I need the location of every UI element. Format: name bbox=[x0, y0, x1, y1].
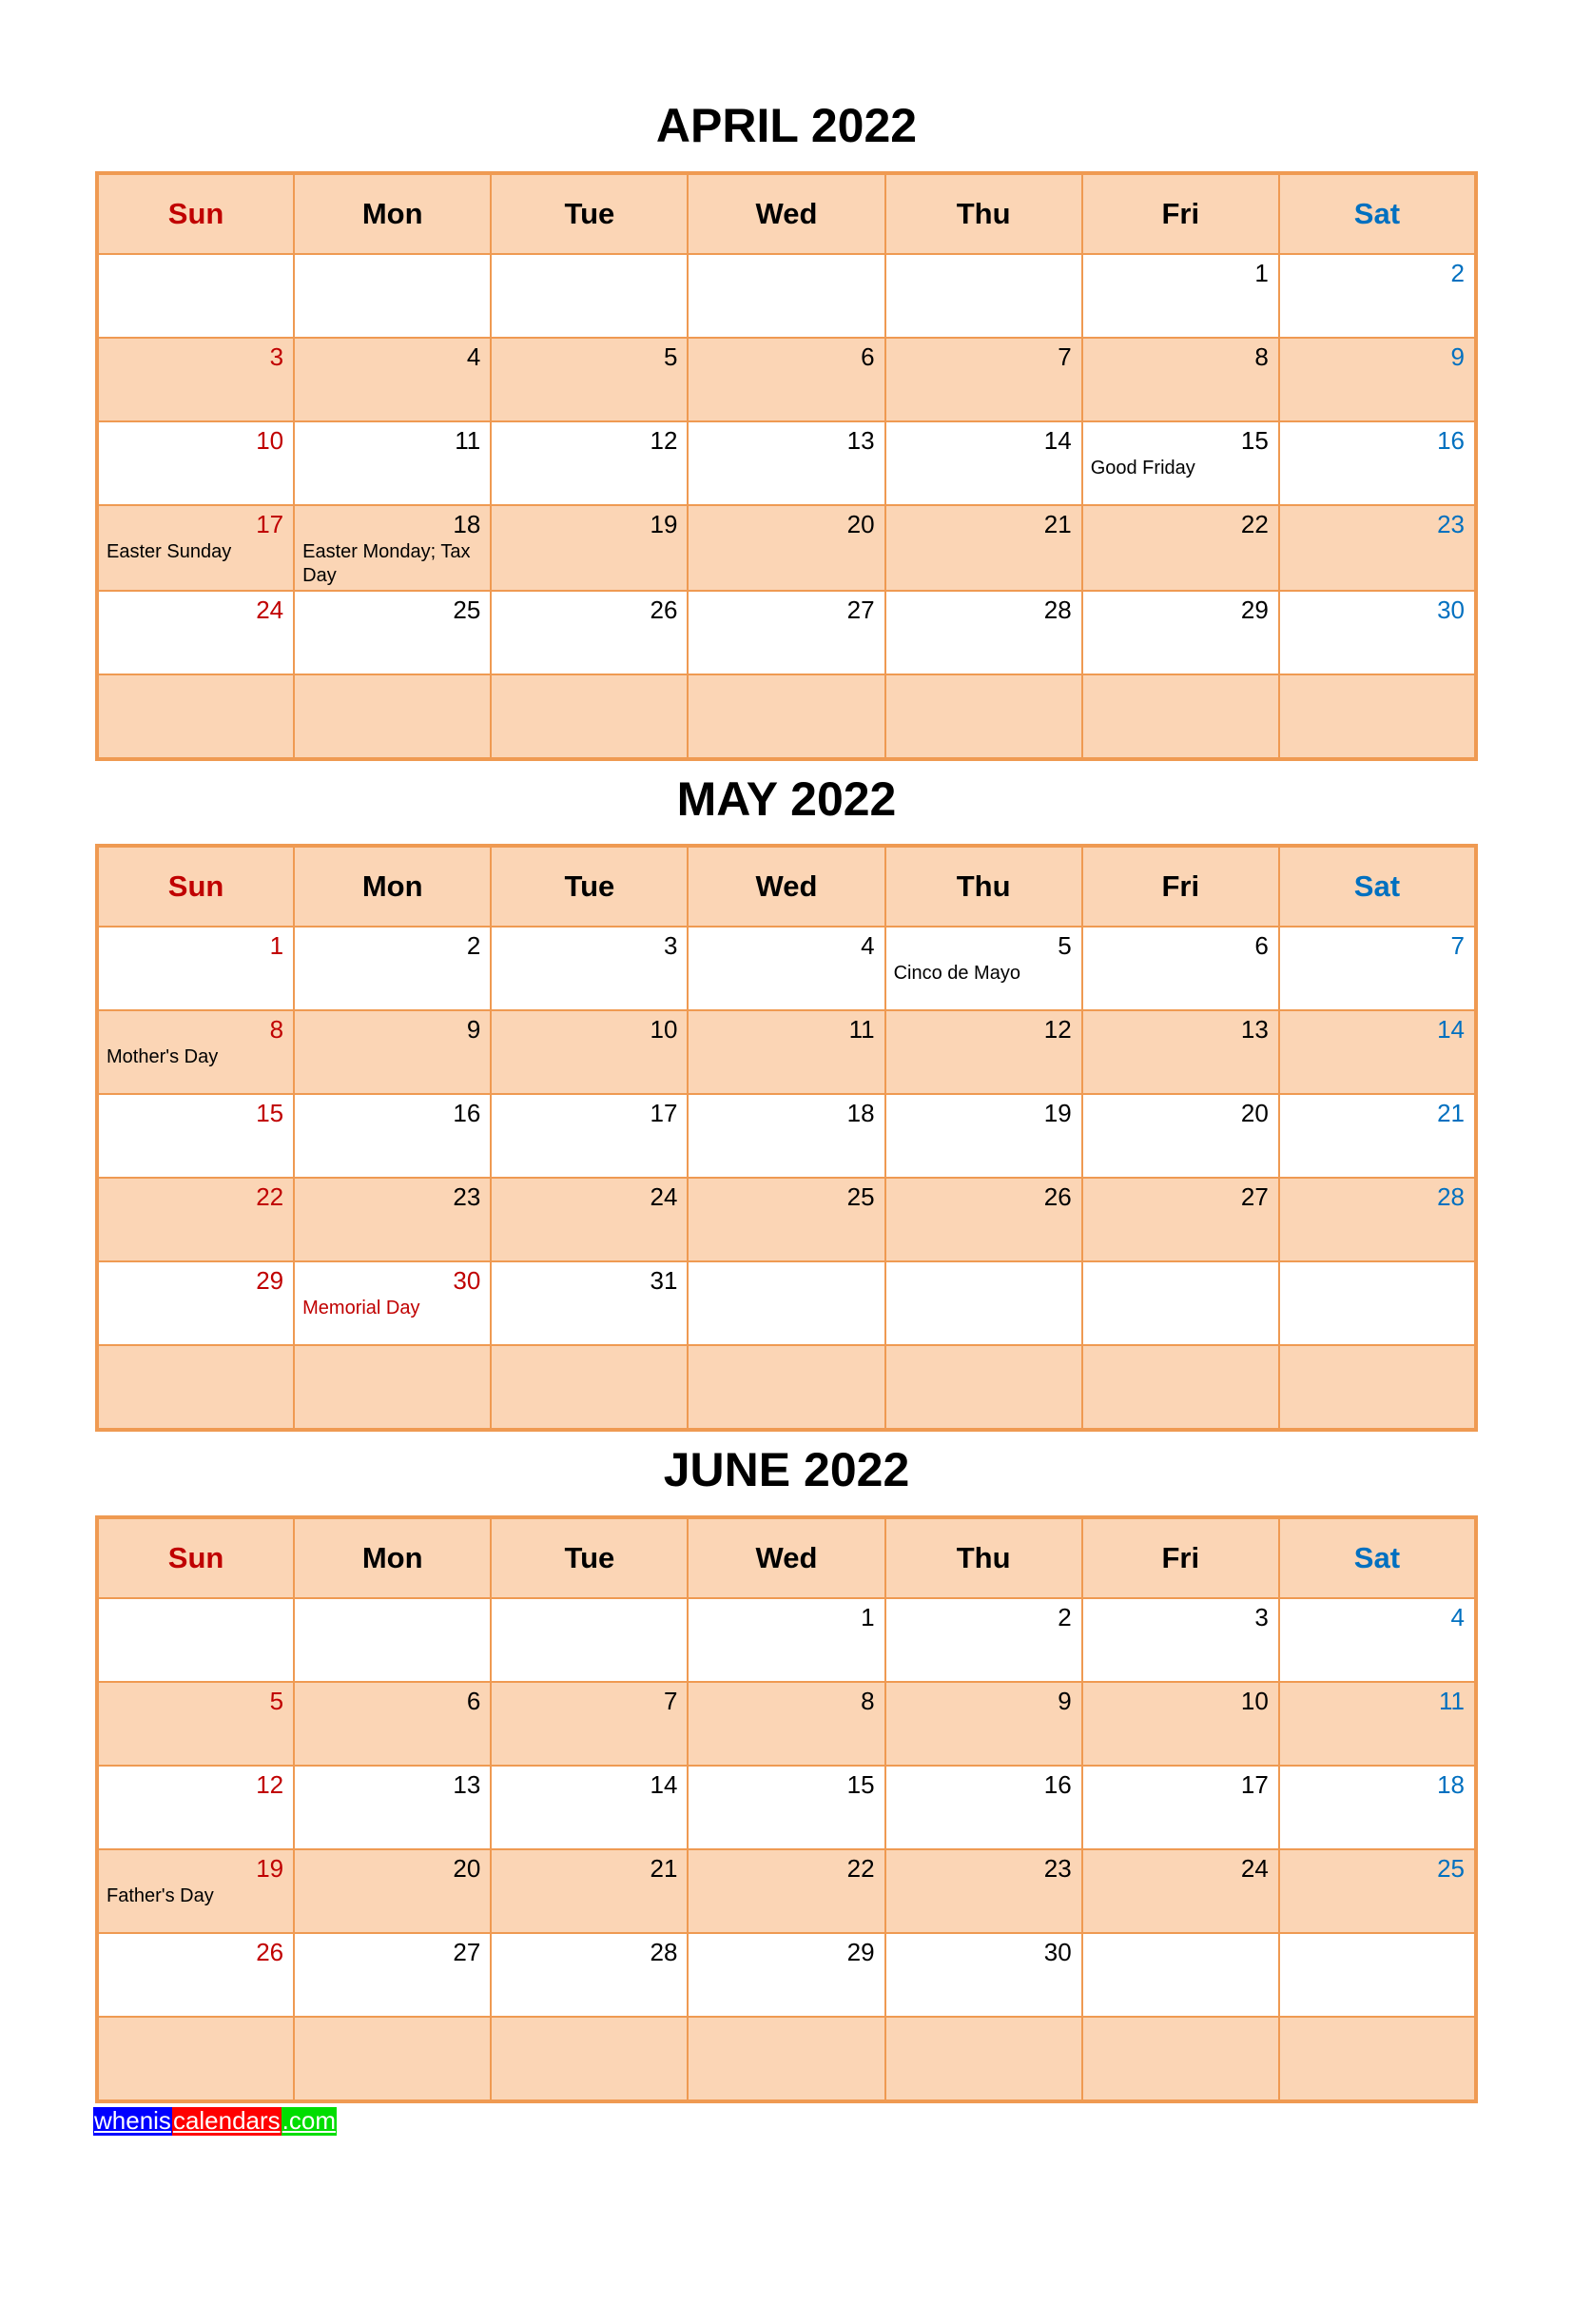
day-cell-may-8 bbox=[97, 1010, 294, 1094]
day-cell-april-24 bbox=[97, 591, 294, 674]
day-number: 30 bbox=[453, 1266, 481, 1295]
day-number: 4 bbox=[466, 342, 481, 371]
day-number: 3 bbox=[269, 342, 284, 371]
day-number: 9 bbox=[1058, 1686, 1072, 1715]
day-number: 16 bbox=[453, 1099, 481, 1127]
weekday-header-wed: Wed bbox=[688, 846, 884, 927]
day-cell-june-3 bbox=[1082, 1598, 1279, 1682]
weekday-header-row bbox=[97, 1517, 1476, 1598]
holiday-label: Cinco de Mayo bbox=[893, 963, 1020, 984]
day-cell-june-25 bbox=[1279, 1849, 1476, 1933]
weekday-header-tue: Tue bbox=[491, 846, 688, 927]
day-cell-may-14 bbox=[1279, 1010, 1476, 1094]
day-number: 2 bbox=[1058, 1602, 1072, 1631]
weekday-header-row bbox=[97, 173, 1476, 254]
day-cell-may-6 bbox=[1082, 927, 1279, 1010]
day-cell-may-3 bbox=[491, 927, 688, 1010]
month-title-june: JUNE 2022 bbox=[663, 1443, 910, 1496]
day-number: 21 bbox=[650, 1853, 678, 1883]
day-number: 9 bbox=[466, 1015, 481, 1044]
day-number: 18 bbox=[846, 1099, 875, 1127]
weekday-header-wed: Wed bbox=[688, 173, 884, 254]
weekday-header-thu: Thu bbox=[885, 173, 1082, 254]
week-row bbox=[97, 1598, 1476, 1682]
day-cell-april-1 bbox=[1082, 254, 1279, 338]
day-cell-may-31 bbox=[491, 1261, 688, 1345]
day-cell-may-27 bbox=[1082, 1178, 1279, 1261]
day-number: 5 bbox=[1058, 931, 1072, 960]
day-cell-june-8 bbox=[688, 1682, 884, 1766]
empty-cell bbox=[294, 2017, 491, 2101]
day-cell-may-19 bbox=[885, 1094, 1082, 1178]
empty-cell bbox=[491, 1345, 688, 1430]
week-row bbox=[97, 421, 1476, 505]
weekday-header-sat: Sat bbox=[1279, 846, 1476, 927]
empty-cell bbox=[491, 674, 688, 759]
empty-cell bbox=[1279, 1345, 1476, 1430]
month-title-may: MAY 2022 bbox=[676, 771, 897, 826]
day-cell-june-15 bbox=[688, 1766, 884, 1849]
holiday-label: Good Friday bbox=[1090, 457, 1195, 478]
empty-cell bbox=[885, 2017, 1082, 2101]
day-cell-may-13 bbox=[1082, 1010, 1279, 1094]
day-number: 12 bbox=[256, 1769, 284, 1799]
day-cell-april-17 bbox=[97, 505, 294, 591]
day-number: 22 bbox=[256, 1182, 284, 1211]
day-number: 14 bbox=[1437, 1015, 1465, 1044]
week-row bbox=[97, 591, 1476, 674]
empty-cell bbox=[688, 1345, 884, 1430]
day-cell-may-15 bbox=[97, 1094, 294, 1178]
day-number: 22 bbox=[846, 1853, 875, 1883]
day-cell-june-27 bbox=[294, 1933, 491, 2017]
day-cell-june-21 bbox=[491, 1849, 688, 1933]
day-number: 20 bbox=[846, 509, 875, 538]
day-number: 6 bbox=[466, 1686, 481, 1715]
day-number: 26 bbox=[1043, 1182, 1072, 1211]
day-number: 16 bbox=[1437, 425, 1465, 455]
day-number: 19 bbox=[1043, 1099, 1072, 1127]
day-cell-may-28 bbox=[1279, 1178, 1476, 1261]
weekday-header-sat: Sat bbox=[1279, 1517, 1476, 1598]
day-number: 1 bbox=[269, 931, 284, 960]
day-number: 29 bbox=[256, 1266, 284, 1295]
week-row bbox=[97, 2017, 1476, 2101]
day-number: 2 bbox=[466, 931, 481, 960]
day-cell-june-2 bbox=[885, 1598, 1082, 1682]
empty-cell bbox=[97, 254, 294, 338]
day-number: 24 bbox=[1240, 1853, 1269, 1883]
empty-cell bbox=[688, 2017, 884, 2101]
week-row bbox=[97, 1849, 1476, 1933]
day-cell-may-1 bbox=[97, 927, 294, 1010]
day-number: 17 bbox=[256, 509, 284, 538]
day-number: 1 bbox=[1254, 258, 1269, 287]
day-cell-june-5 bbox=[97, 1682, 294, 1766]
holiday-label: Father's Day bbox=[107, 1885, 214, 1906]
day-number: 10 bbox=[650, 1015, 678, 1044]
day-number: 29 bbox=[1240, 595, 1269, 624]
day-number: 15 bbox=[256, 1099, 284, 1127]
empty-cell bbox=[294, 1598, 491, 1682]
day-number: 3 bbox=[1254, 1602, 1269, 1631]
day-cell-june-22 bbox=[688, 1849, 884, 1933]
day-number: 10 bbox=[1240, 1686, 1269, 1715]
weekday-header-tue: Tue bbox=[491, 173, 688, 254]
empty-cell bbox=[688, 1261, 884, 1345]
calendar-month-june bbox=[95, 1443, 1478, 2103]
day-cell-may-21 bbox=[1279, 1094, 1476, 1178]
week-row bbox=[97, 674, 1476, 759]
month-title-april: APRIL 2022 bbox=[655, 99, 918, 152]
day-cell-april-29 bbox=[1082, 591, 1279, 674]
day-number: 29 bbox=[846, 1937, 875, 1966]
week-row bbox=[97, 1261, 1476, 1345]
day-number: 23 bbox=[1043, 1853, 1072, 1883]
day-number: 27 bbox=[453, 1937, 481, 1966]
holiday-label: Easter Monday; Tax Day bbox=[302, 540, 471, 586]
day-number: 23 bbox=[1437, 509, 1465, 538]
day-cell-april-30 bbox=[1279, 591, 1476, 674]
day-number: 11 bbox=[1439, 1686, 1465, 1715]
day-cell-may-17 bbox=[491, 1094, 688, 1178]
day-cell-april-26 bbox=[491, 591, 688, 674]
day-number: 27 bbox=[846, 595, 875, 624]
day-cell-june-6 bbox=[294, 1682, 491, 1766]
week-row bbox=[97, 1010, 1476, 1094]
day-number: 7 bbox=[1450, 931, 1465, 960]
day-cell-june-13 bbox=[294, 1766, 491, 1849]
day-cell-april-28 bbox=[885, 591, 1082, 674]
day-number: 25 bbox=[453, 595, 481, 624]
empty-cell bbox=[688, 254, 884, 338]
weekday-header-mon: Mon bbox=[294, 846, 491, 927]
day-number: 7 bbox=[663, 1686, 678, 1715]
watermark-link[interactable] bbox=[93, 2107, 1573, 2136]
week-row bbox=[97, 927, 1476, 1010]
day-number: 8 bbox=[861, 1686, 875, 1715]
day-number: 11 bbox=[455, 425, 481, 455]
day-cell-april-12 bbox=[491, 421, 688, 505]
weekday-header-row bbox=[97, 846, 1476, 927]
day-number: 5 bbox=[269, 1686, 284, 1715]
day-cell-june-17 bbox=[1082, 1766, 1279, 1849]
day-number: 18 bbox=[1437, 1769, 1465, 1799]
calendar-table-june bbox=[95, 1515, 1478, 2103]
day-cell-april-22 bbox=[1082, 505, 1279, 591]
day-cell-april-4 bbox=[294, 338, 491, 421]
day-number: 13 bbox=[846, 425, 875, 455]
week-row bbox=[97, 1094, 1476, 1178]
day-number: 30 bbox=[1437, 595, 1465, 624]
day-cell-may-24 bbox=[491, 1178, 688, 1261]
day-number: 15 bbox=[846, 1769, 875, 1799]
day-cell-april-7 bbox=[885, 338, 1082, 421]
empty-cell bbox=[97, 2017, 294, 2101]
weekday-header-sun: Sun bbox=[97, 846, 294, 927]
watermark-segment[interactable]: calendars bbox=[172, 2105, 281, 2135]
empty-cell bbox=[491, 254, 688, 338]
empty-cell bbox=[1279, 2017, 1476, 2101]
day-number: 11 bbox=[848, 1015, 875, 1044]
day-cell-may-9 bbox=[294, 1010, 491, 1094]
day-number: 19 bbox=[650, 509, 678, 538]
day-cell-april-16 bbox=[1279, 421, 1476, 505]
calendar-month-april bbox=[95, 99, 1478, 761]
weekday-header-mon: Mon bbox=[294, 1517, 491, 1598]
day-number: 20 bbox=[1240, 1099, 1269, 1127]
day-cell-april-19 bbox=[491, 505, 688, 591]
empty-cell bbox=[1279, 1933, 1476, 2017]
day-cell-may-2 bbox=[294, 927, 491, 1010]
day-cell-june-12 bbox=[97, 1766, 294, 1849]
empty-cell bbox=[294, 674, 491, 759]
day-number: 15 bbox=[1240, 425, 1269, 455]
empty-cell bbox=[688, 674, 884, 759]
day-number: 28 bbox=[650, 1937, 678, 1966]
day-cell-may-30 bbox=[294, 1261, 491, 1345]
watermark-segment[interactable]: .com bbox=[282, 2105, 337, 2135]
empty-cell bbox=[1279, 674, 1476, 759]
holiday-label: Easter Sunday bbox=[107, 540, 232, 562]
week-row bbox=[97, 1345, 1476, 1430]
day-cell-may-11 bbox=[688, 1010, 884, 1094]
day-cell-may-4 bbox=[688, 927, 884, 1010]
empty-cell bbox=[491, 2017, 688, 2101]
day-number: 12 bbox=[1043, 1015, 1072, 1044]
day-number: 21 bbox=[1043, 509, 1072, 538]
day-number: 31 bbox=[650, 1266, 678, 1295]
day-number: 16 bbox=[1043, 1769, 1072, 1799]
day-cell-may-12 bbox=[885, 1010, 1082, 1094]
empty-cell bbox=[294, 1345, 491, 1430]
day-cell-april-11 bbox=[294, 421, 491, 505]
day-cell-may-29 bbox=[97, 1261, 294, 1345]
weekday-header-fri: Fri bbox=[1082, 1517, 1279, 1598]
day-cell-june-19 bbox=[97, 1849, 294, 1933]
day-number: 25 bbox=[1437, 1853, 1465, 1883]
day-number: 20 bbox=[453, 1853, 481, 1883]
day-number: 17 bbox=[1240, 1769, 1269, 1799]
day-cell-april-18 bbox=[294, 505, 491, 591]
day-number: 17 bbox=[650, 1099, 678, 1127]
empty-cell bbox=[1082, 1933, 1279, 2017]
empty-cell bbox=[885, 254, 1082, 338]
weekday-header-tue: Tue bbox=[491, 1517, 688, 1598]
day-cell-june-28 bbox=[491, 1933, 688, 2017]
day-cell-june-18 bbox=[1279, 1766, 1476, 1849]
day-number: 4 bbox=[1450, 1602, 1465, 1631]
day-cell-june-30 bbox=[885, 1933, 1082, 2017]
day-number: 2 bbox=[1450, 258, 1465, 287]
weekday-header-sat: Sat bbox=[1279, 173, 1476, 254]
day-cell-april-23 bbox=[1279, 505, 1476, 591]
day-number: 30 bbox=[1043, 1937, 1072, 1966]
empty-cell bbox=[1082, 2017, 1279, 2101]
day-cell-may-23 bbox=[294, 1178, 491, 1261]
watermark-segment[interactable]: whenis bbox=[94, 2105, 171, 2135]
day-cell-june-29 bbox=[688, 1933, 884, 2017]
day-cell-april-3 bbox=[97, 338, 294, 421]
holiday-label: Mother's Day bbox=[107, 1046, 219, 1067]
day-cell-may-18 bbox=[688, 1094, 884, 1178]
day-cell-april-6 bbox=[688, 338, 884, 421]
empty-cell bbox=[97, 1345, 294, 1430]
calendar-month-may bbox=[95, 772, 1478, 1433]
day-number: 9 bbox=[1450, 342, 1465, 371]
day-number: 14 bbox=[650, 1769, 678, 1799]
empty-cell bbox=[1082, 674, 1279, 759]
day-number: 13 bbox=[1240, 1015, 1269, 1044]
day-number: 3 bbox=[663, 931, 678, 960]
holiday-label: Memorial Day bbox=[302, 1298, 420, 1318]
day-cell-june-1 bbox=[688, 1598, 884, 1682]
empty-cell bbox=[294, 254, 491, 338]
calendar-table-may bbox=[95, 844, 1478, 1432]
day-number: 10 bbox=[256, 425, 284, 455]
day-number: 23 bbox=[453, 1182, 481, 1211]
day-number: 26 bbox=[256, 1937, 284, 1966]
day-number: 5 bbox=[663, 342, 678, 371]
week-row bbox=[97, 254, 1476, 338]
day-cell-june-7 bbox=[491, 1682, 688, 1766]
day-cell-may-20 bbox=[1082, 1094, 1279, 1178]
weekday-header-fri: Fri bbox=[1082, 846, 1279, 927]
day-cell-may-25 bbox=[688, 1178, 884, 1261]
empty-cell bbox=[97, 1598, 294, 1682]
day-number: 28 bbox=[1043, 595, 1072, 624]
empty-cell bbox=[1082, 1345, 1279, 1430]
weekday-header-thu: Thu bbox=[885, 846, 1082, 927]
day-number: 14 bbox=[1043, 425, 1072, 455]
day-cell-april-20 bbox=[688, 505, 884, 591]
day-number: 18 bbox=[453, 509, 481, 538]
empty-cell bbox=[1279, 1261, 1476, 1345]
day-cell-june-4 bbox=[1279, 1598, 1476, 1682]
day-cell-may-5 bbox=[885, 927, 1082, 1010]
day-cell-june-26 bbox=[97, 1933, 294, 2017]
day-number: 13 bbox=[453, 1769, 481, 1799]
day-number: 24 bbox=[256, 595, 284, 624]
empty-cell bbox=[885, 674, 1082, 759]
empty-cell bbox=[491, 1598, 688, 1682]
day-number: 22 bbox=[1240, 509, 1269, 538]
page bbox=[0, 99, 1573, 2324]
day-number: 28 bbox=[1437, 1182, 1465, 1211]
day-cell-june-20 bbox=[294, 1849, 491, 1933]
day-cell-april-2 bbox=[1279, 254, 1476, 338]
day-number: 19 bbox=[256, 1853, 284, 1883]
day-number: 1 bbox=[861, 1602, 875, 1631]
day-cell-april-27 bbox=[688, 591, 884, 674]
day-cell-june-14 bbox=[491, 1766, 688, 1849]
day-number: 27 bbox=[1240, 1182, 1269, 1211]
day-cell-april-9 bbox=[1279, 338, 1476, 421]
day-cell-may-10 bbox=[491, 1010, 688, 1094]
day-cell-april-13 bbox=[688, 421, 884, 505]
day-number: 12 bbox=[650, 425, 678, 455]
day-cell-may-26 bbox=[885, 1178, 1082, 1261]
day-cell-april-15 bbox=[1082, 421, 1279, 505]
week-row bbox=[97, 1933, 1476, 2017]
day-number: 24 bbox=[650, 1182, 678, 1211]
empty-cell bbox=[97, 674, 294, 759]
weekday-header-wed: Wed bbox=[688, 1517, 884, 1598]
day-number: 6 bbox=[861, 342, 875, 371]
day-cell-may-22 bbox=[97, 1178, 294, 1261]
day-number: 8 bbox=[1254, 342, 1269, 371]
week-row bbox=[97, 1178, 1476, 1261]
day-cell-april-25 bbox=[294, 591, 491, 674]
day-cell-june-24 bbox=[1082, 1849, 1279, 1933]
weekday-header-sun: Sun bbox=[97, 173, 294, 254]
day-number: 6 bbox=[1254, 931, 1269, 960]
week-row bbox=[97, 1766, 1476, 1849]
weekday-header-sun: Sun bbox=[97, 1517, 294, 1598]
day-cell-april-10 bbox=[97, 421, 294, 505]
week-row bbox=[97, 1682, 1476, 1766]
day-cell-june-11 bbox=[1279, 1682, 1476, 1766]
day-cell-april-5 bbox=[491, 338, 688, 421]
day-cell-june-9 bbox=[885, 1682, 1082, 1766]
day-cell-april-8 bbox=[1082, 338, 1279, 421]
day-cell-may-16 bbox=[294, 1094, 491, 1178]
day-number: 25 bbox=[846, 1182, 875, 1211]
weekday-header-fri: Fri bbox=[1082, 173, 1279, 254]
day-cell-april-21 bbox=[885, 505, 1082, 591]
day-cell-june-16 bbox=[885, 1766, 1082, 1849]
day-number: 8 bbox=[269, 1015, 284, 1044]
day-number: 4 bbox=[861, 931, 875, 960]
empty-cell bbox=[1082, 1261, 1279, 1345]
calendar-table-april bbox=[95, 171, 1478, 761]
empty-cell bbox=[885, 1345, 1082, 1430]
empty-cell bbox=[885, 1261, 1082, 1345]
day-cell-june-10 bbox=[1082, 1682, 1279, 1766]
day-number: 7 bbox=[1058, 342, 1072, 371]
week-row bbox=[97, 338, 1476, 421]
weekday-header-mon: Mon bbox=[294, 173, 491, 254]
day-number: 21 bbox=[1437, 1099, 1465, 1127]
day-number: 26 bbox=[650, 595, 678, 624]
day-cell-may-7 bbox=[1279, 927, 1476, 1010]
day-cell-june-23 bbox=[885, 1849, 1082, 1933]
week-row bbox=[97, 505, 1476, 591]
weekday-header-thu: Thu bbox=[885, 1517, 1082, 1598]
day-cell-april-14 bbox=[885, 421, 1082, 505]
